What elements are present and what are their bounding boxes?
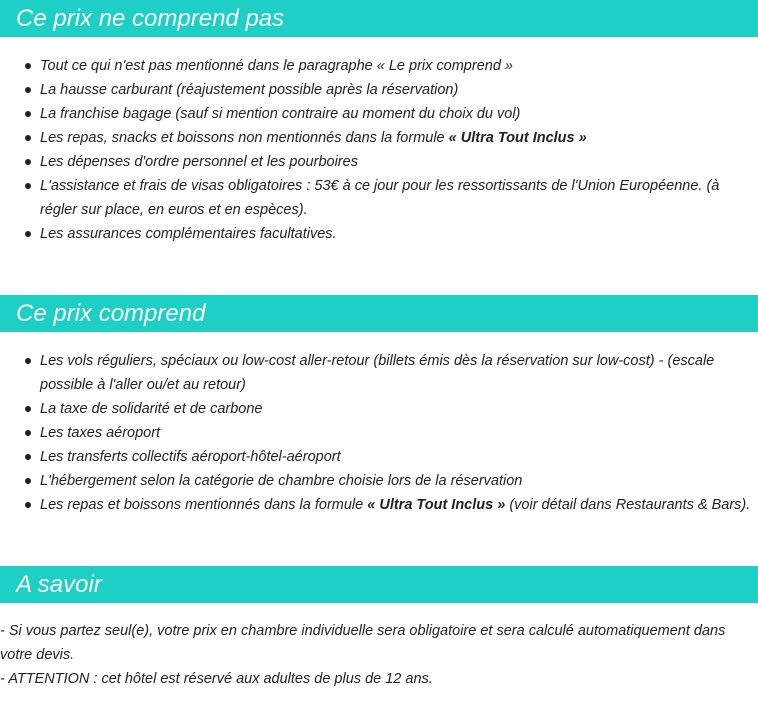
list-item: [0, 469, 758, 493]
info-line: - ATTENTION : cet hôtel est réservé aux adultes de plus de 12 ans.: [0, 671, 433, 687]
list-item: [0, 78, 758, 102]
bullet-icon: [25, 111, 31, 117]
bullet-icon: [25, 87, 31, 93]
bullet-icon: [25, 430, 31, 436]
list-item: [0, 349, 758, 397]
excluded-section: [0, 0, 758, 246]
bullet-icon: [25, 63, 31, 69]
included-list: [0, 332, 758, 517]
item-text: La taxe de solidarité et de carbone: [40, 401, 263, 417]
bullet-icon: [25, 478, 31, 484]
list-item: [0, 150, 758, 174]
bullet-icon: [25, 231, 31, 237]
list-item: [0, 421, 758, 445]
item-text: Les vols réguliers, spéciaux ou low-cost aller-retour (billets émis dès la réservation sur low-cost) - (escale possible à l'aller ou/et au retour): [40, 353, 715, 393]
list-item: [0, 54, 758, 78]
bullet-icon: [25, 183, 31, 189]
item-text: Les dépenses d'ordre personnel et les pourboires: [40, 154, 358, 170]
item-text: Les repas, snacks et boissons non mentionnés dans la formule: [40, 130, 449, 146]
bullet-icon: [25, 358, 31, 364]
item-text: Les taxes aéroport: [40, 425, 161, 441]
included-section: [0, 295, 758, 517]
item-text: La hausse carburant (réajustement possible après la réservation): [40, 82, 459, 98]
bullet-icon: [25, 454, 31, 460]
savoir-header: A savoir: [0, 566, 758, 603]
list-item: [0, 397, 758, 421]
item-text: Les repas et boissons mentionnés dans la formule: [40, 497, 368, 513]
list-item: [0, 102, 758, 126]
bullet-icon: [25, 135, 31, 141]
bullet-icon: [25, 502, 31, 508]
item-text: L'hébergement selon la catégorie de chambre choisie lors de la réservation: [40, 473, 523, 489]
list-item: [0, 222, 758, 246]
item-text: Tout ce qui n'est pas mentionné dans le paragraphe « Le prix comprend »: [40, 58, 513, 74]
info-line: - Si vous partez seul(e), votre prix en chambre individuelle sera obligatoire et sera calculé automatiquement dans votre devis.: [0, 623, 726, 663]
list-item: [0, 126, 758, 150]
savoir-section: [0, 566, 758, 691]
bullet-icon: [25, 159, 31, 165]
list-item: [0, 493, 758, 517]
item-emphasis: « Ultra Tout Inclus »: [367, 497, 506, 513]
item-text: Les transferts collectifs aéroport-hôtel-aéroport: [40, 449, 341, 465]
savoir-info: [0, 603, 758, 691]
item-text: Les assurances complémentaires facultatives.: [40, 226, 337, 242]
included-header: Ce prix comprend: [0, 295, 758, 332]
item-text: L'assistance et frais de visas obligatoires : 53€ à ce jour pour les ressortissants de l'Union Européenne. (à régler sur place, en euros et en espèces).: [40, 178, 720, 218]
excluded-list: [0, 37, 758, 246]
list-item: [0, 445, 758, 469]
bullet-icon: [25, 406, 31, 412]
item-text: La franchise bagage (sauf si mention contraire au moment du choix du vol): [40, 106, 521, 122]
item-text-after: (voir détail dans Restaurants & Bars).: [505, 497, 751, 513]
excluded-header: Ce prix ne comprend pas: [0, 0, 758, 37]
list-item: [0, 174, 758, 222]
item-emphasis: « Ultra Tout Inclus »: [448, 130, 587, 146]
